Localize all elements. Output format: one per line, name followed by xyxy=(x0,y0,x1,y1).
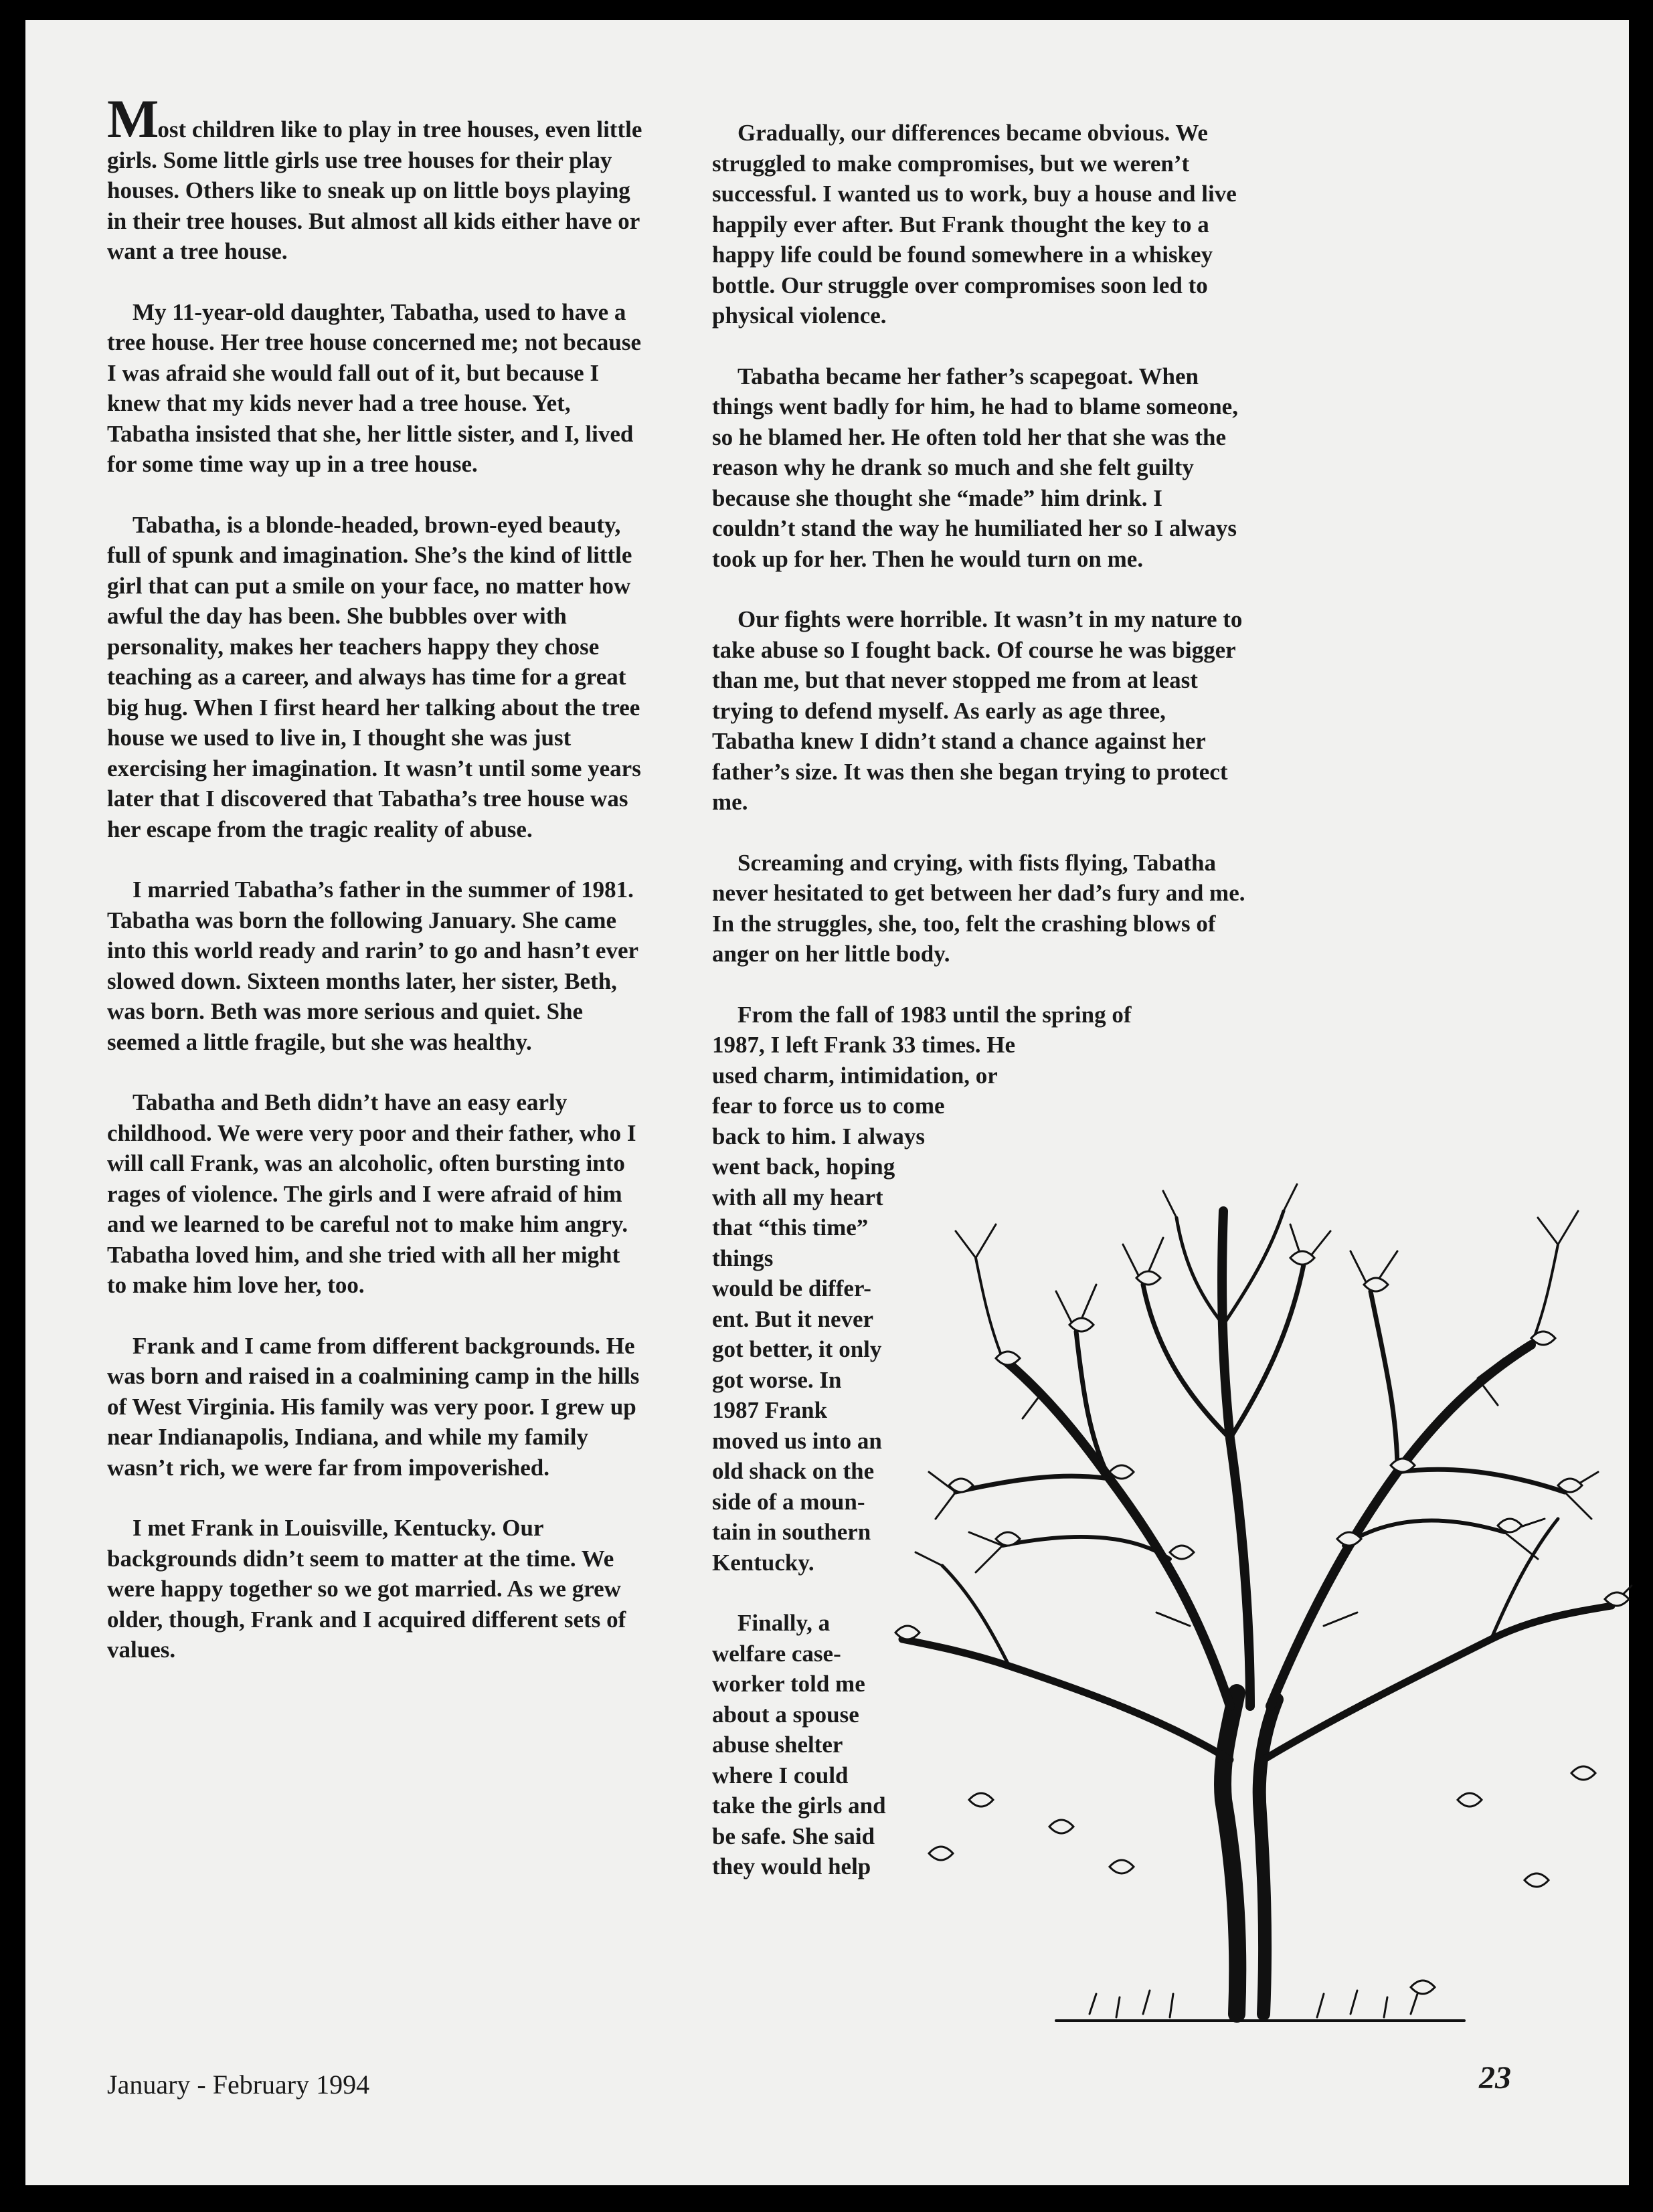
wrap-line: Finally, a xyxy=(737,1610,831,1636)
wrap-line: they would help xyxy=(712,1853,871,1879)
wrap-line: went back, hoping xyxy=(712,1154,895,1180)
wrap-line: things xyxy=(712,1245,774,1271)
paragraph-9: Tabatha became her father’s scapegoat. When things went badly for him, he had to blame someone, so he blamed her. He often told her that she was the reason why he drank so much and she felt guilty because she thought she “made” him drink. I couldn’t stand the way he humiliated her so I always took up for her. Then he would turn on me. xyxy=(712,363,1238,572)
wrap-line: welfare case- xyxy=(712,1640,841,1667)
wrap-line: about a spouse xyxy=(712,1701,859,1728)
wrap-line: where I could xyxy=(712,1762,849,1788)
wrap-line: got better, it only xyxy=(712,1336,882,1362)
wrap-line: worker told me xyxy=(712,1671,865,1697)
paragraph-11: Screaming and crying, with fists flying, Tabatha never hesitated to get between her dad’s fury and me. In the struggles, she, too, felt the crashing blows of anger on her little body. xyxy=(712,849,1245,967)
wrap-line: used charm, intimidation, or xyxy=(712,1062,998,1089)
wrap-line: with all my heart xyxy=(712,1184,883,1210)
paragraph-8: Gradually, our differences became obvious. We struggled to make compromises, but we weren’t successful. I wanted us to work, buy a house and live happily ever after. But Frank thought the key to a happy life could be found somewhere in a whiskey bottle. Our struggle over compromises soon led to physical violence. xyxy=(712,120,1237,329)
wrap-line: From the fall of 1983 until the spring of xyxy=(737,1001,1132,1028)
wrap-line: moved us into an xyxy=(712,1427,882,1454)
wrap-line: fear to force us to come xyxy=(712,1093,945,1119)
wrap-line: tain in southern xyxy=(712,1519,871,1545)
issue-date: January - February 1994 xyxy=(107,2069,370,2100)
wrap-line: that “this time” xyxy=(712,1214,869,1240)
paragraph-5: Tabatha and Beth didn’t have an easy early childhood. We were very poor and their father, who I will call Frank, was an alcoholic, often bursting into rages of violence. The girls and I were afraid of him and we learned to be careful not to make him angry. Tabatha loved him, and she tried with all her might to make him love her, too. xyxy=(107,1089,636,1298)
article-column-left xyxy=(107,88,642,1695)
wrap-line: got worse. In xyxy=(712,1366,842,1393)
paragraph-7: I met Frank in Louisville, Kentucky. Our backgrounds didn’t seem to matter at the time. We were happy together so we got married. As we grew older, though, Frank and I acquired different sets of values. xyxy=(107,1515,626,1663)
wrap-line: 1987, I left Frank 33 times. He xyxy=(712,1032,1015,1058)
paragraph-4: I married Tabatha’s father in the summer of 1981. Tabatha was born the following January. She came into this world ready and rarin’ to go and hasn’t ever slowed down. Sixteen months later, her sister, Beth, was born. Beth was more serious and quiet. She seemed a little fragile, but she was healthy. xyxy=(107,877,638,1055)
paragraph-1 xyxy=(107,88,642,267)
tree-illustration-icon xyxy=(889,1158,1638,2041)
paragraph-10: Our fights were horrible. It wasn’t in my nature to take abuse so I fought back. Of course he was bigger than me, but that never stopped me from at least trying to defend myself. As early as age three, Tabatha knew I didn’t stand a chance against her father’s size. It was then she began trying to protect me. xyxy=(712,606,1243,815)
magazine-page xyxy=(25,20,1629,2185)
drop-cap: M xyxy=(107,88,158,149)
paragraph-2: My 11-year-old daughter, Tabatha, used to have a tree house. Her tree house concerned me; not because I was afraid she would fall out of it, but because I knew that my kids never had a tree house. Yet, Tabatha insisted that she, her little sister, and I, lived for some time way up in a tree house. xyxy=(107,298,642,477)
wrap-line: abuse shelter xyxy=(712,1732,843,1758)
wrap-line: side of a moun- xyxy=(712,1488,865,1515)
page-number: 23 xyxy=(1479,2060,1511,2096)
wrap-line: back to him. I always xyxy=(712,1123,925,1149)
wrap-line: old shack on the xyxy=(712,1458,875,1484)
paragraph-6: Frank and I came from different backgrounds. He was born and raised in a coalmining camp in the hills of West Virginia. His family was very poor. I grew up near Indianapolis, Indiana, and while my family wasn’t rich, we were far from impoverished. xyxy=(107,1332,640,1481)
wrap-line: Kentucky. xyxy=(712,1549,814,1576)
paragraph-3: Tabatha, is a blonde-headed, brown-eyed beauty, full of spunk and imagination. She’s the kind of little girl that can put a smile on your face, no matter how awful the day has been. She bubbles over with personality, makes her teachers happy they chose teaching as a career, and always has time for a great big hug. When I first heard her talking about the tree house we used to live in, I thought she was just exercising her imagination. It wasn’t until some years later that I discovered that Tabatha’s tree house was her escape from the tragic reality of abuse. xyxy=(107,511,641,842)
wrap-line: would be differ- xyxy=(712,1275,871,1301)
wrap-line: 1987 Frank xyxy=(712,1397,828,1423)
wrap-line: take the girls and xyxy=(712,1792,886,1819)
paragraph-1-text: ost children like to play in tree houses, even little girls. Some little girls use tree houses for their play houses. Others like to sneak up on little boys playing in their tree houses. But almost all kids either have or want a tree house. xyxy=(107,116,642,264)
wrap-line: be safe. She said xyxy=(712,1823,875,1849)
wrap-line: ent. But it never xyxy=(712,1305,874,1332)
